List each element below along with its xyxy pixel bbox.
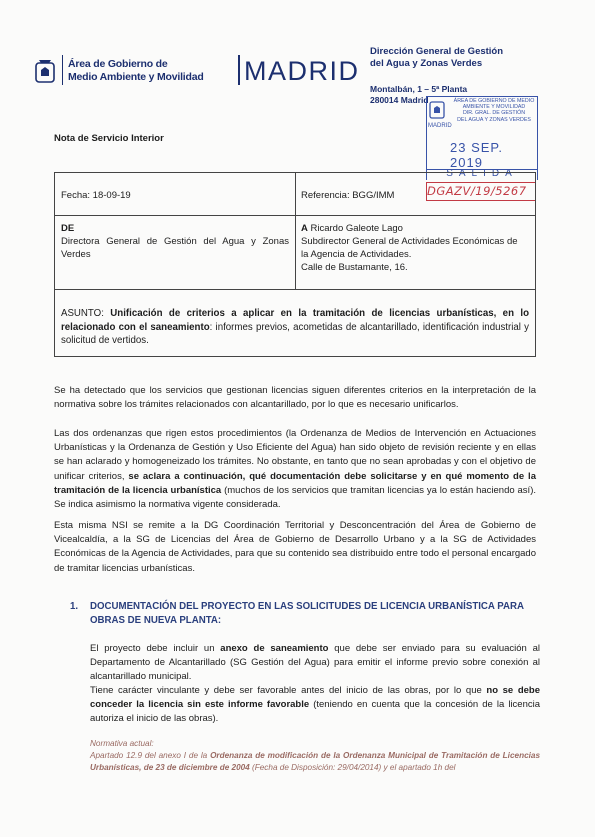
de-cell: DE Directora General de Gestión del Agua y Zonas Verdes (61, 223, 289, 260)
area-gobierno-label: Área de Gobierno de Medio Ambiente y Movilidad (68, 58, 204, 83)
address: Montalbán, 1 – 5ª Planta 280014 Madrid (370, 84, 468, 105)
madrid-divider (238, 55, 240, 85)
madrid-wordmark: MADRID (244, 56, 360, 86)
normativa-note: Normativa actual: Apartado 12.9 del anexo I de la Ordenanza de modificación de la Ordenanza Municipal de Tramitación de Licencias Urbanísticas, de 23 de diciembre de 2004 (Fecha de Disposición: 29/04/2014) y el apartado 1h del (90, 739, 541, 772)
stamp-date: 23 SEP. 2019 (450, 140, 504, 170)
madrid-crest-icon (34, 58, 56, 84)
logo-divider (62, 55, 63, 85)
stamp-crest-icon (428, 98, 446, 120)
fecha-field: Fecha: 18-09-19 (61, 190, 131, 201)
section-1-paragraph-2: Tiene carácter vinculante y debe ser favorable antes del inicio de las obras, por lo que no se debe conceder la licencia sin este informe favorable (teniendo en cuenta que la concesión de la licencia autoriza el inicio de las obras). (90, 685, 541, 725)
paragraph-3: Esta misma NSI se remite a la DG Coordinación Territorial y Desconcentración del Área de Gobierno de Vicealcaldía, a la SG de Licencias del Área de Gobierno de Desarrollo Urbano y a la SG de Actividades Económicas de la Agencia de Actividades, para que su contenido sea distribuido entre todo el personal encargado de tramitar licencias urbanísticas. (54, 520, 536, 574)
direccion-general-label: Dirección General de Gestión del Agua y Zonas Verdes (370, 46, 504, 69)
registry-stamp: MADRID ÁREA DE GOBIERNO DE MEDIO AMBIENTE Y MOVILIDAD DIR. GRAL. DE GESTIÓN DEL AGUA Y ZONAS VERDES 23 SEP. 2019 SALIDA (426, 96, 536, 180)
document-type: Nota de Servicio Interior (54, 133, 164, 144)
paragraph-1: Se ha detectado que los servicios que gestionan licencias siguen diferentes criterios en la interpretación de la normativa sobre los trámites relacionados con alcantarillado, por lo que es necesario unificarlos. (54, 385, 536, 411)
asunto-cell: ASUNTO: Unificación de criterios a aplicar en la tramitación de licencias urbanísticas, en lo relacionado con el saneamiento: informes previos, acometidas de alcantarillado, identificación industrial y solicitud de vertidos. (61, 308, 530, 346)
stamp-reference-number: DGAZV/19/5267 (426, 182, 536, 201)
referencia-field: Referencia: BGG/IMM (301, 190, 395, 201)
memo-header-table (54, 172, 536, 357)
stamp-salida: SALIDA (426, 168, 538, 180)
section-1-paragraph-1: El proyecto debe incluir un anexo de saneamiento que debe ser enviado para su evaluación al Departamento de Alcantarillado (SG Gestión del Agua) para emitir el informe previo sobre conexión al alcantarillado municipal. (90, 643, 541, 683)
paragraph-2: Las dos ordenanzas que rigen estos procedimientos (la Ordenanza de Medios de Intervención en Actuaciones Urbanísticas y la Ordenanza de Gestión y Uso Eficiente del Agua) han sido objeto de revisión reciente y en ellas se han aclarado y homogeneizado los trámites. No obstante, en tanto que no sean aprobadas y con el objetivo de unificar criterios, se aclara a continuación, qué documentación debe solicitarse y en qué momento de la tramitación de la licencia urbanística (muchos de los servicios que tramitan licencias ya lo están haciendo así). Se indica asimismo la normativa vigente considerada. (54, 428, 536, 511)
a-cell: A Ricardo Galeote Lago Subdirector General de Actividades Económicas de la Agencia de Actividades. Calle de Bustamante, 16. (301, 223, 518, 273)
